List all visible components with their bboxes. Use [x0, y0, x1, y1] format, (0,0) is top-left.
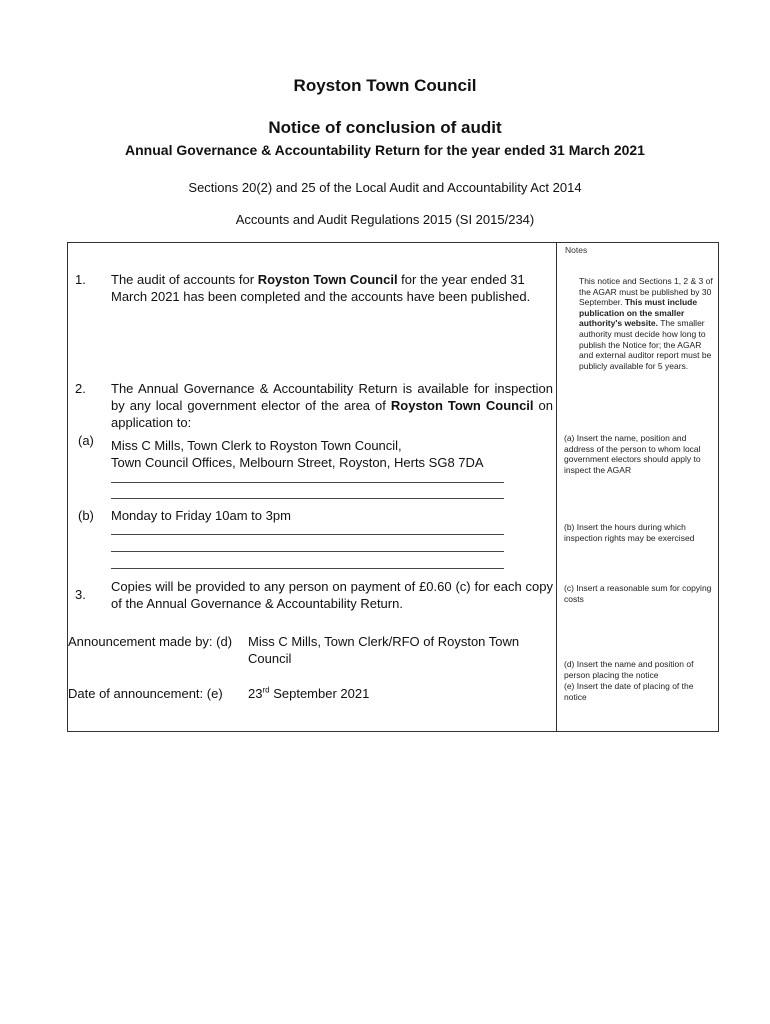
fill-line	[111, 482, 504, 483]
announcement-value: Miss C Mills, Town Clerk/RFO of Royston Town Council	[248, 634, 520, 666]
notes-header: Notes	[565, 245, 588, 255]
date-label: Date of announcement: (e)	[68, 686, 223, 701]
announcement-label: Announcement made by: (d)	[68, 634, 233, 649]
note-e: (e) Insert the date of placing of the notice	[564, 681, 694, 702]
note-b: (b) Insert the hours during which inspection rights may be exercised	[564, 522, 695, 543]
fill-line	[111, 568, 504, 569]
item-b-text: Monday to Friday 10am to 3pm	[111, 508, 291, 523]
act-reference: Sections 20(2) and 25 of the Local Audit and Accountability Act 2014	[188, 180, 582, 195]
item-3-number: 3.	[75, 587, 86, 602]
item-2-text: The Annual Governance & Accountability Return is available for inspection by any local government elector of the area of Royston Town Council on application to:	[111, 381, 553, 430]
note-c: (c) Insert a reasonable sum for copying costs	[564, 583, 712, 604]
item-2-number: 2.	[75, 381, 86, 396]
item-a-line2: Town Council Offices, Melbourn Street, Royston, Herts SG8 7DA	[111, 455, 484, 470]
regulations-reference: Accounts and Audit Regulations 2015 (SI 2015/234)	[235, 212, 535, 227]
item-b-label: (b)	[78, 508, 94, 523]
item-a-label: (a)	[78, 433, 94, 448]
fill-line	[111, 551, 504, 552]
item-a-line1: Miss C Mills, Town Clerk to Royston Town Council,	[111, 438, 402, 453]
note-d: (d) Insert the name and position of person placing the notice	[564, 659, 694, 680]
note-a: (a) Insert the name, position and address of the person to whom local government electors should apply to inspect the AGAR	[564, 433, 701, 475]
date-value: 23rd September 2021	[248, 685, 370, 701]
fill-line	[111, 498, 504, 499]
item-1-text: The audit of accounts for Royston Town Council for the year ended 31 March 2021 has been completed and the accounts have been published.	[111, 272, 531, 304]
item-3-text: Copies will be provided to any person on payment of £0.60 (c) for each copy of the Annual Governance & Accountability Return.	[111, 579, 553, 611]
council-name: Royston Town Council	[293, 76, 477, 95]
notes-column-divider	[556, 242, 557, 732]
fill-line	[111, 534, 504, 535]
note-1: This notice and Sections 1, 2 & 3 of the AGAR must be published by 30 September. This must include publication on the smaller authority's website. The smaller authority must decide how long to publish the Notice for; the AGAR and external auditor report must be publicly available for 5 years.	[579, 276, 713, 371]
notice-subtitle: Annual Governance & Accountability Return for the year ended 31 March 2021	[125, 142, 645, 158]
notice-title: Notice of conclusion of audit	[268, 118, 502, 137]
item-1-number: 1.	[75, 272, 86, 287]
